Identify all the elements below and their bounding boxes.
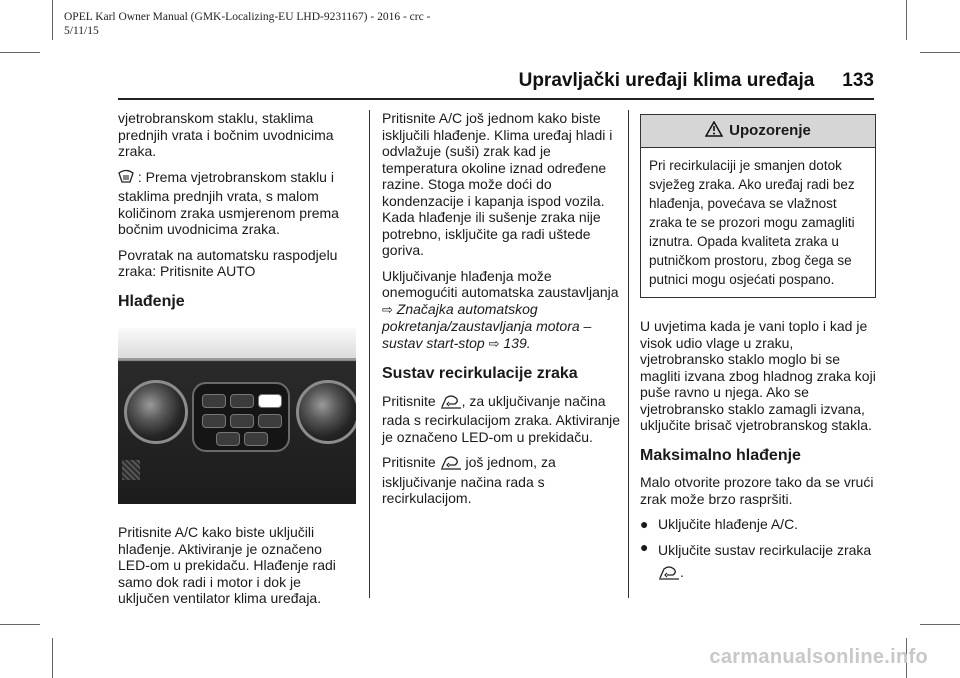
crop-mark xyxy=(920,52,960,53)
paragraph xyxy=(118,169,356,238)
page-reference-arrow-icon: ⇨ xyxy=(382,301,393,317)
paragraph: U uvjetima kada je vani toplo i kad je visok udio vlage u zraku, vjetrobransko staklo moglo bi se magliti izvana zbog hladnog zraka koji puše ravno u njega. Ako se vjetrobransko staklo zamagli izvana, uključite brisač vjetrobranskog stakla. xyxy=(640,318,876,433)
windscreen-defrost-icon xyxy=(118,169,134,189)
climate-button-panel xyxy=(192,382,290,452)
list-item-text: Uključite hlađenje A/C. xyxy=(658,516,799,532)
temperature-knob xyxy=(124,380,188,444)
crop-mark xyxy=(0,624,40,625)
list-item xyxy=(640,516,876,533)
paragraph: vjetrobranskom staklu, staklima prednjih vrata i bočnim uvodnicima zraka. xyxy=(118,110,334,159)
section-heading: Hlađenje xyxy=(118,292,185,310)
defrost-description: : Prema vjetrobranskom staklu i staklima prednjih vrata, s malom količinom zraka usmjerenom prema bočnim uvodnicima zraka. xyxy=(118,168,339,237)
section-heading: Maksimalno hlađenje xyxy=(640,446,801,464)
watermark: carmanualsonline.info xyxy=(709,646,928,668)
column-divider xyxy=(628,110,629,598)
paragraph: Pritisnite A/C kako biste uključili hlađenje. Aktiviranje je označeno LED-om u prekidaču. Hlađenje radi samo dok radi i motor i dok je uključen ventilator klima uređaja. xyxy=(118,524,336,606)
fan-speed-knob xyxy=(296,380,356,444)
panel-button xyxy=(202,394,226,408)
paragraph: Malo otvorite prozore tako da se vrući zrak može brzo raspršiti. xyxy=(640,474,874,507)
document-meta xyxy=(64,10,430,38)
document-meta-line2: 5/11/15 xyxy=(64,25,99,37)
section-heading: Sustav recirkulacije zraka xyxy=(382,365,578,382)
column-1 xyxy=(118,110,356,616)
paragraph: Uključivanje hlađenja može onemogućiti automatska zaustavljanja ⇨ Značajka automatskog pokretanja/zaustavljanja motora – sustav start-stop ⇨ 139. xyxy=(382,267,619,351)
air-recirculation-icon xyxy=(658,564,680,586)
warning-header xyxy=(641,115,875,148)
paragraph: Povratak na automatsku raspodjelu zraka: Pritisnite AUTO xyxy=(118,246,338,279)
paragraph xyxy=(382,454,622,507)
warning-triangle-icon xyxy=(705,121,723,142)
paragraph xyxy=(382,393,622,446)
warning-text: Pri recirkulaciji je smanjen dotok svježeg zraka. Ako uređaj radi bez hlađenja, povećava se vlažnost zraka te se prozori mogu zamagliti iznutra. Opada kvaliteta zraka u putničkom prostoru, zbog čega se putnici mogu osjećati pospano. xyxy=(649,158,855,287)
panel-button xyxy=(244,432,268,446)
cross-reference-link[interactable]: Značajka automatskog pokretanja/zaustavljanja motora – sustav start-stop xyxy=(382,300,592,351)
panel-button xyxy=(258,414,282,428)
list-item-text-main: Uključite sustav recirkulacije zraka xyxy=(658,541,872,558)
ac-button xyxy=(258,394,282,408)
document-meta-line1: OPEL Karl Owner Manual (GMK-Localizing-EU LHD-9231167) - 2016 - crc - xyxy=(64,11,431,23)
recirc-off-text: još jednom, za isključivanje načina rada s recirkulacijom. xyxy=(382,454,556,506)
climate-control-panel-photo xyxy=(118,328,356,504)
dashboard-trim xyxy=(118,328,356,360)
page-reference-arrow-icon: ⇨ xyxy=(488,335,500,351)
column-3 xyxy=(640,114,876,592)
cross-reference-page[interactable]: 139 xyxy=(503,334,527,351)
crop-mark xyxy=(0,52,40,53)
air-recirculation-icon xyxy=(440,395,462,413)
warning-title: Upozorenje xyxy=(729,121,811,139)
list-item-end: . xyxy=(680,563,684,580)
panel-button xyxy=(230,414,254,428)
crop-mark xyxy=(52,638,53,678)
page-title: Upravljački uređaji klima uređaja xyxy=(518,70,815,91)
header-rule xyxy=(118,98,874,100)
vent-grille xyxy=(122,460,140,480)
air-recirculation-icon xyxy=(440,456,462,474)
column-divider xyxy=(369,110,370,598)
panel-button xyxy=(230,394,254,408)
list-item-text xyxy=(658,539,876,586)
recirc-off-prefix: Pritisnite xyxy=(382,454,436,470)
bullet-marker: ● xyxy=(640,538,649,555)
autostop-text: Uključivanje hlađenja može onemogućiti automatska zaustavljanja xyxy=(382,267,619,300)
recirc-on-prefix: Pritisnite xyxy=(382,392,436,409)
column-2 xyxy=(382,110,622,516)
bullet-marker: ● xyxy=(640,516,649,532)
crop-mark xyxy=(906,0,907,40)
panel-button xyxy=(216,432,240,446)
recirc-on-text: , za uključivanje načina rada s recirkulacijom zraka. Aktiviranje je označeno LED-om u prekidaču. xyxy=(382,392,621,445)
crop-mark xyxy=(920,624,960,625)
list-item xyxy=(640,539,876,586)
crop-mark xyxy=(52,0,53,40)
page-header xyxy=(519,70,874,92)
page-number: 133 xyxy=(842,70,874,91)
warning-box xyxy=(640,114,876,298)
paragraph: Pritisnite A/C još jednom kako biste isključili hlađenje. Klima uređaj hladi i odvlažuje (suši) zrak kad je temperatura okoline iznad određene razine. Stoga može doći do kondenzacije i kapanja ispod vozila. Kada hlađenje ili sušenje zraka nije potrebno, isključite ga radi uštede goriva. xyxy=(382,110,613,258)
panel-button xyxy=(202,414,226,428)
